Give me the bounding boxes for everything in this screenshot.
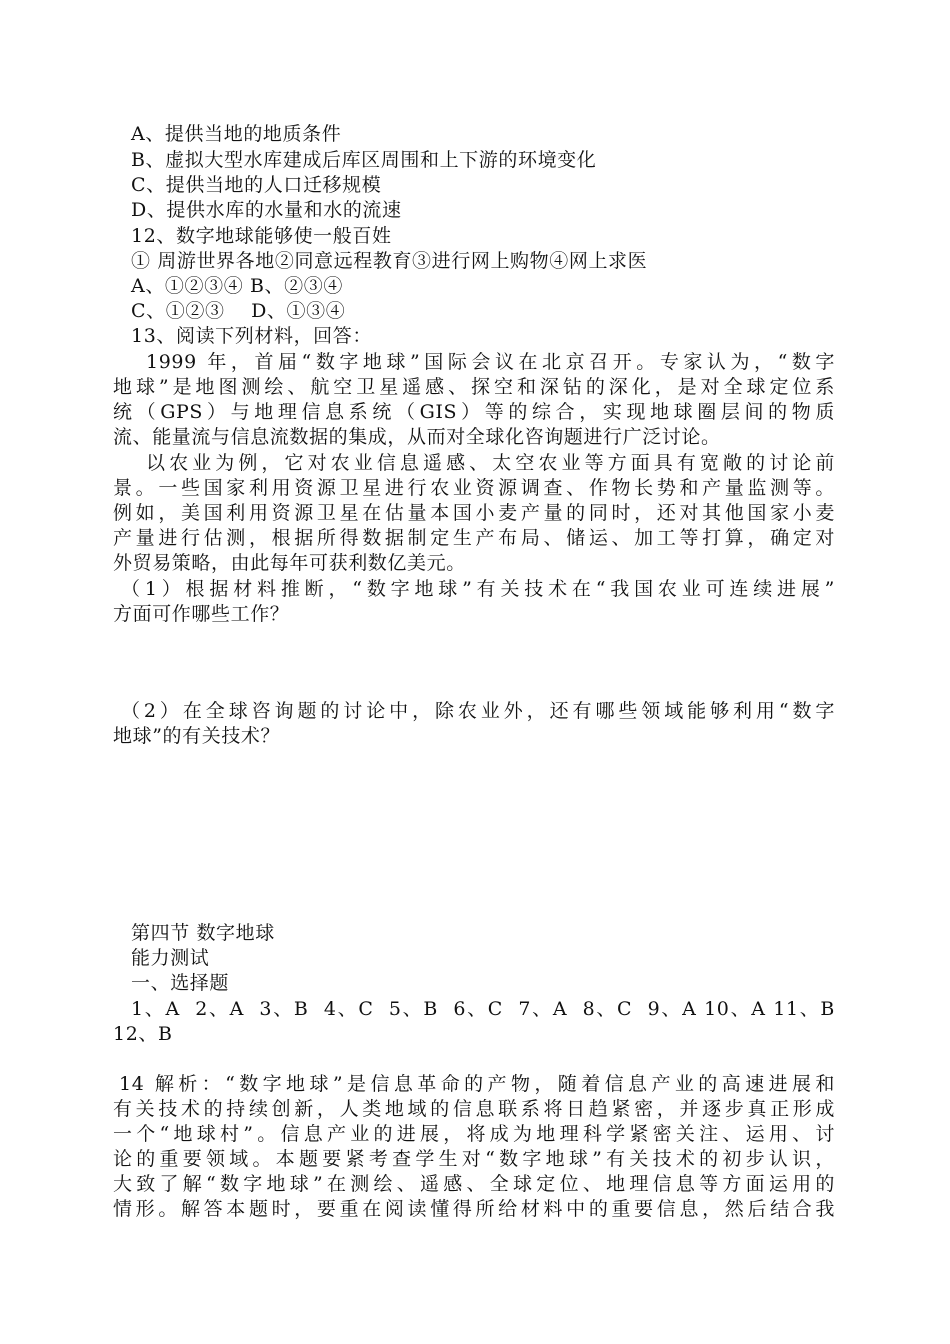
q12-stem: 12、数字地球能够使一般百姓 bbox=[131, 225, 392, 247]
q12-options-line1: A、①②③④ B、②③④ bbox=[131, 275, 343, 297]
analysis-line6: 情形。解答本题时，要重在阅读懂得所给材料中的重要信息，然后结合我 bbox=[113, 1198, 835, 1220]
q13-material-p1-line3: 统（GPS）与地理信息系统（GIS）等的综合，实现地球圈层间的物质 bbox=[113, 401, 835, 423]
q11-option-c: C、提供当地的人口迁移规模 bbox=[131, 174, 382, 196]
test-title: 能力测试 bbox=[131, 947, 210, 969]
q11-option-d: D、提供水库的水量和水的流速 bbox=[131, 199, 402, 221]
q13-material-p1-line2: 地球”是地图测绘、航空卫星遥感、探空和深钻的深化，是对全球定位系 bbox=[113, 376, 835, 398]
analysis-line1: 14 解析：“数字地球”是信息革命的产物，随着信息产业的高速进展和 bbox=[119, 1073, 835, 1095]
part-title: 一、选择题 bbox=[131, 972, 230, 994]
q13-material-p2-line4: 产量进行估测，根据所得数据制定生产布局、储运、加工等打算，确定对 bbox=[113, 527, 835, 549]
q11-option-b: B、虚拟大型水库建成后库区周围和上下游的环境变化 bbox=[131, 149, 597, 171]
analysis-line2: 有关技术的持续创新，人类地域的信息联系将日趋紧密，并逐步真正形成 bbox=[113, 1098, 835, 1120]
q13-material-p2-line2: 景。一些国家利用资源卫星进行农业资源调查、作物长势和产量监测等。 bbox=[113, 477, 835, 499]
q13-sub2-line2: 地球”的有关技术？ bbox=[113, 725, 281, 747]
q13-material-p2-line3: 例如，美国利用资源卫星在估量本国小麦产量的同时，还对其他国家小麦 bbox=[113, 502, 835, 524]
answers-line1: 1、A 2、A 3、B 4、C 5、B 6、C 7、A 8、C 9、A 10、A 11、B bbox=[131, 998, 835, 1020]
q13-material-p2-line1: 以农业为例，它对农业信息遥感、太空农业等方面具有宽敞的讨论前 bbox=[146, 452, 835, 474]
q13-material-p2-line5: 外贸易策略，由此每年可获利数亿美元。 bbox=[113, 552, 466, 574]
q12-options-line2: C、①②③ D、①③④ bbox=[131, 300, 346, 322]
q12-items: ① 周游世界各地②同意远程教育③进行网上购物④网上求医 bbox=[131, 250, 648, 272]
analysis-line3: 一个“地球村”。信息产业的进展，将成为地理科学紧密关注、运用、讨 bbox=[113, 1123, 835, 1145]
q13-sub1-line2: 方面可作哪些工作？ bbox=[113, 603, 290, 625]
section-title: 第四节 数字地球 bbox=[131, 922, 275, 944]
q13-sub2-line1: （2）在全球咨询题的讨论中，除农业外，还有哪些领域能够利用“数字 bbox=[121, 700, 835, 722]
analysis-line5: 大致了解“数字地球”在测绘、遥感、全球定位、地理信息等方面运用的 bbox=[113, 1173, 835, 1195]
analysis-line4: 论的重要领域。本题要紧考查学生对“数字地球”有关技术的初步认识， bbox=[113, 1148, 835, 1170]
answers-line2: 12、B bbox=[113, 1023, 173, 1045]
q13-material-p1-line4: 流、能量流与信息流数据的集成，从而对全球化咨询题进行广泛讨论。 bbox=[113, 426, 721, 448]
q13-sub1-line1: （1）根据材料推断，“数字地球”有关技术在“我国农业可连续进展” bbox=[121, 578, 835, 600]
q13-material-p1-line1: 1999 年，首届“数字地球”国际会议在北京召开。专家认为，“数字 bbox=[146, 351, 835, 373]
q13-stem: 13、阅读下列材料，回答： bbox=[131, 325, 372, 347]
q11-option-a: A、提供当地的地质条件 bbox=[131, 123, 342, 145]
